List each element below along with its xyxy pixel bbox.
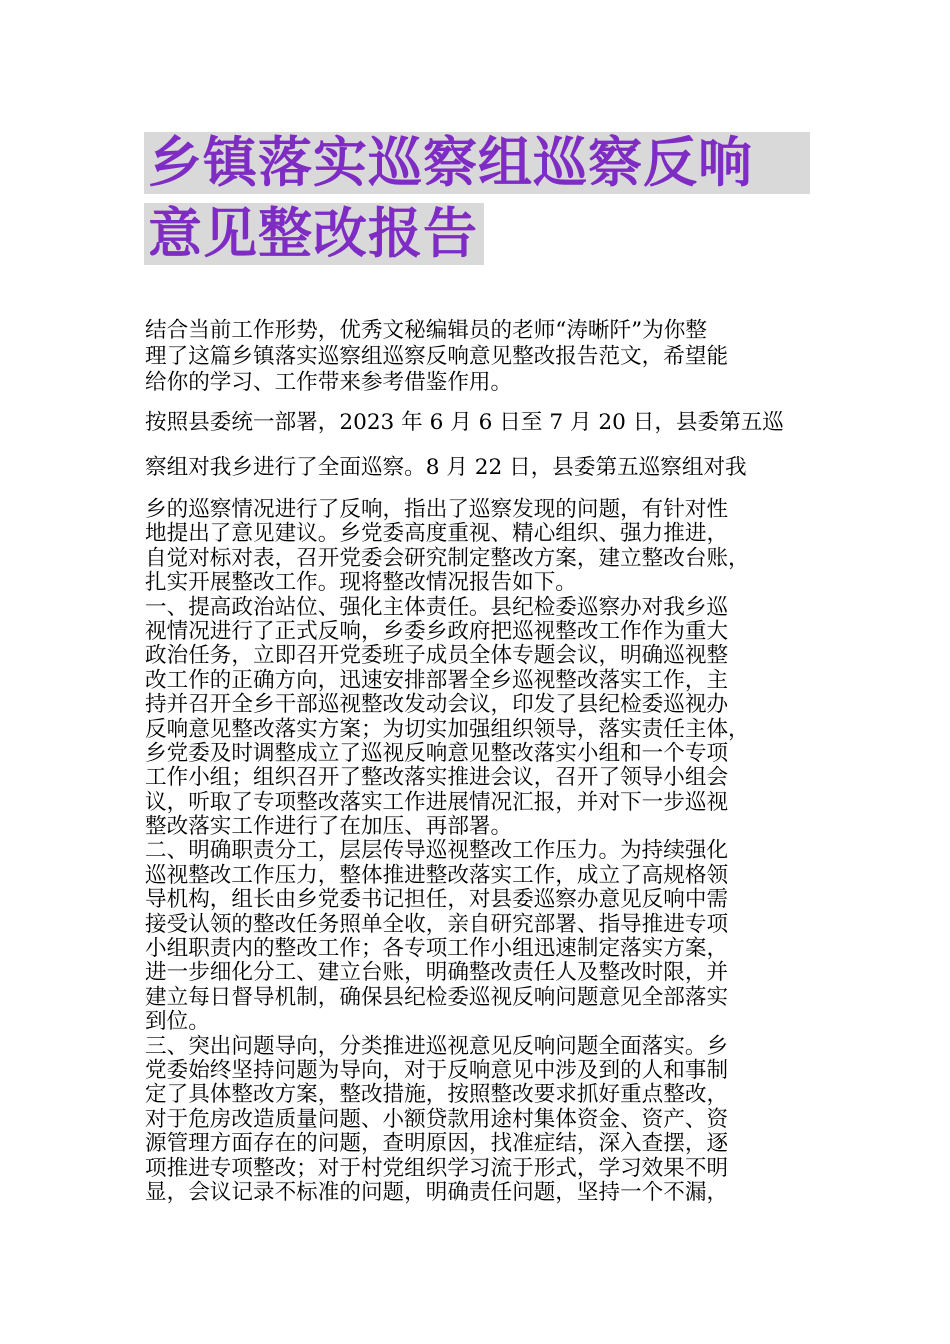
body-standalone-line-2 [145, 455, 805, 481]
body-line: 导机构，组长由乡党委书记担任，对县委巡察办意见反响中需 [145, 887, 729, 913]
body-line: 进一步细化分工、建立台账，明确整改责任人及整改时限，并 [145, 960, 729, 986]
body-line: 整改落实工作进行了在加压、再部署。 [145, 814, 513, 840]
intro-line: 结合当前工作形势，优秀文秘编辑员的老师“涛晰阡”为你整 [145, 318, 707, 343]
body-line: 三、突出问题导向，分类推进巡视意见反响问题全面落实。乡 [145, 1033, 729, 1059]
document-title-line-1: 乡镇落实巡察组巡察反响 [144, 132, 810, 194]
body-line: 巡视整改工作压力，整体推进整改落实工作，成立了高规格领 [145, 862, 729, 888]
body-line: 乡党委及时调整成立了巡视反响意见整改落实小组和一个专项 [145, 740, 729, 766]
body-line: 到位。 [145, 1009, 210, 1035]
body-line: 建立每日督导机制，确保县纪检委巡视反响问题意见全部落实 [145, 984, 729, 1010]
body-line: 持并召开全乡干部巡视整改发动会议，印发了县纪检委巡视办 [145, 692, 729, 718]
document-title-line-2: 意见整改报告 [144, 203, 484, 265]
body-standalone-line-1 [145, 410, 805, 436]
body-line: 定了具体整改方案，整改措施，按照整改要求抓好重点整改， [145, 1082, 729, 1108]
body-line: 自觉对标对表，召开党委会研究制定整改方案，建立整改台账， [145, 545, 750, 571]
main-body-text [145, 498, 805, 1205]
body-line: 议，听取了专项整改落实工作进展情况汇报，并对下一步巡视 [145, 789, 729, 815]
body-line: 乡的巡察情况进行了反响，指出了巡察发现的问题，有针对性 [145, 497, 729, 522]
body-line: 显，会议记录不标准的问题，明确责任问题，坚持一个不漏， [145, 1179, 729, 1205]
body-line: 地提出了意见建议。乡党委高度重视、精心组织、强力推进， [145, 521, 729, 547]
body-line: 项推进专项整改；对于村党组织学习流于形式，学习效果不明 [145, 1155, 729, 1181]
intro-line: 理了这篇乡镇落实巡察组巡察反响意见整改报告范文，希望能 [145, 344, 729, 369]
body-line: 工作小组；组织召开了整改落实推进会议，召开了领导小组会 [145, 765, 729, 791]
body-line: 对于危房改造质量问题、小额贷款用途村集体资金、资产、资 [145, 1106, 729, 1132]
body-line: 党委始终坚持问题为导向，对于反响意见中涉及到的人和事制 [145, 1057, 729, 1083]
body-line: 一、提高政治站位、强化主体责任。县纪检委巡察办对我乡巡 [145, 594, 729, 620]
body-line: 接受认领的整改任务照单全收，亲自研究部署、指导推进专项 [145, 911, 729, 937]
standalone-line: 按照县委统一部署，2023 年 6 月 6 日至 7 月 20 日，县委第五巡 [145, 410, 784, 435]
body-line: 源管理方面存在的问题，查明原因，找准症结，深入查摆，逐 [145, 1131, 729, 1157]
intro-line: 给你的学习、工作带来参考借鉴作用。 [145, 370, 513, 395]
body-line: 改工作的正确方向，迅速安排部署全乡巡视整改落实工作，主 [145, 667, 729, 693]
body-line: 政治任务，立即召开党委班子成员全体专题会议，明确巡视整 [145, 643, 729, 669]
body-line: 反响意见整改落实方案；为切实加强组织领导，落实责任主体， [145, 716, 750, 742]
standalone-line: 察组对我乡进行了全面巡察。8 月 22 日，县委第五巡察组对我 [145, 455, 747, 480]
body-line: 扎实开展整改工作。现将整改情况报告如下。 [145, 570, 577, 596]
body-line: 小组职责内的整改工作；各专项工作小组迅速制定落实方案， [145, 936, 729, 962]
body-line: 视情况进行了正式反响，乡委乡政府把巡视整改工作作为重大 [145, 618, 729, 644]
intro-paragraph [145, 318, 805, 396]
body-line: 二、明确职责分工，层层传导巡视整改工作压力。为持续强化 [145, 838, 729, 864]
